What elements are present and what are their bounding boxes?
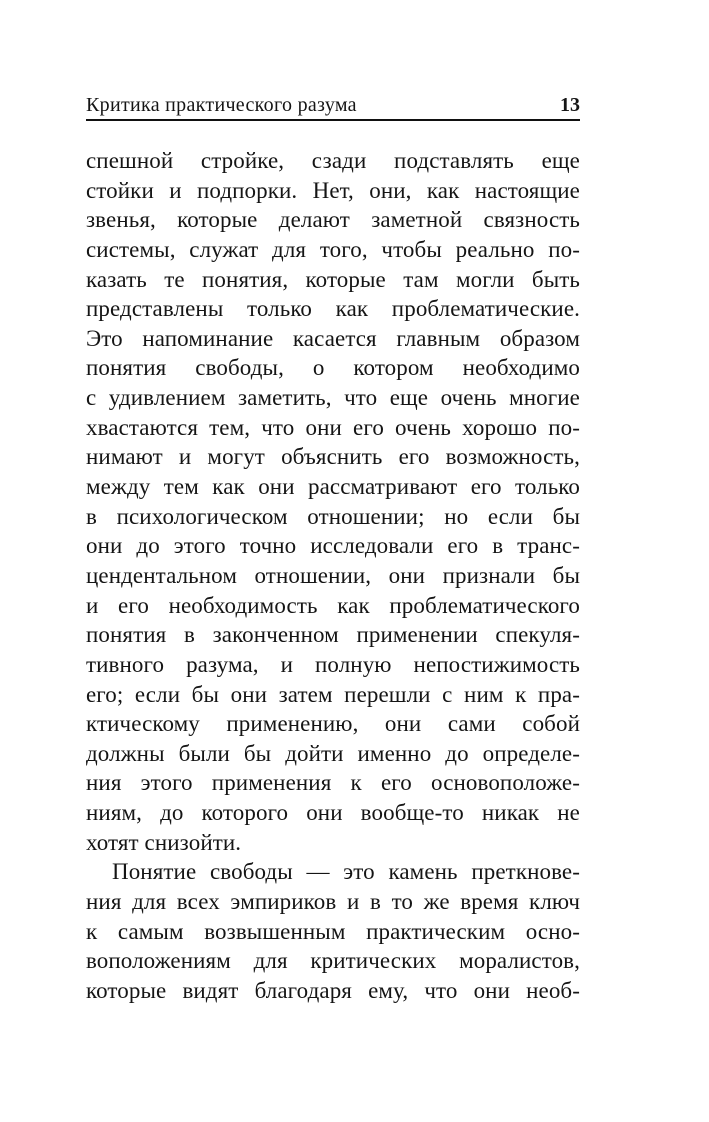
text-line: понятия в законченном применении спекуля-: [86, 622, 580, 648]
text-line: хотят снизойти.: [86, 829, 242, 855]
text-line: казать те понятия, которые там могли быть: [86, 266, 580, 292]
text-line: между тем как они рассматривают его только: [86, 474, 580, 500]
text-line: воположениям для критических моралистов,: [86, 948, 580, 974]
text-line: звенья, которые делают заметной связность: [86, 207, 580, 233]
text-line: ниям, до которого они вообще-то никак не: [86, 800, 580, 826]
text-line: и его необходимость как проблематического: [86, 592, 580, 618]
text-line: его; если бы они затем перешли с ним к пра-: [86, 681, 580, 707]
running-title: Критика практического разума: [86, 94, 357, 116]
text-line: ния для всех эмпириков и в то же время ключ: [86, 889, 580, 915]
page-number: 13: [560, 94, 580, 116]
text-line: цендентальном отношении, они признали бы: [86, 562, 580, 588]
text-line: с удивлением заметить, что еще очень многие: [86, 385, 580, 411]
text-line: представлены только как проблематические.: [86, 296, 580, 322]
header-rule: [86, 119, 580, 121]
text-line: Понятие свободы — это камень преткнове-: [112, 859, 580, 885]
text-line: должны были бы дойти именно до определе-: [86, 740, 580, 766]
text-line: спешной стройке, сзади подставлять еще: [86, 148, 580, 173]
text-line: системы, служат для того, чтобы реально по-: [86, 236, 580, 262]
text-line: нимают и могут объяснить его возможность,: [86, 444, 580, 470]
text-line: Это напоминание касается главным образом: [86, 325, 580, 351]
text-line: к самым возвышенным практическим осно-: [86, 918, 580, 944]
text-line: понятия свободы, о котором необходимо: [86, 355, 580, 381]
page-header: [86, 94, 580, 117]
text-line: ния этого применения к его основоположе-: [86, 770, 580, 796]
text-line: тивного разума, и полную непостижимость: [86, 651, 580, 677]
text-line: хвастаются тем, что они его очень хорошо по-: [86, 414, 580, 440]
text-line: стойки и подпорки. Нет, они, как настоящие: [86, 177, 580, 203]
body-text: [86, 146, 580, 1006]
text-line: которые видят благодаря ему, что они необ-: [86, 977, 580, 1003]
text-line: в психологическом отношении; но если бы: [86, 503, 580, 529]
text-line: они до этого точно исследовали его в транс-: [86, 533, 580, 559]
text-line: ктическому применению, они сами собой: [86, 711, 580, 737]
